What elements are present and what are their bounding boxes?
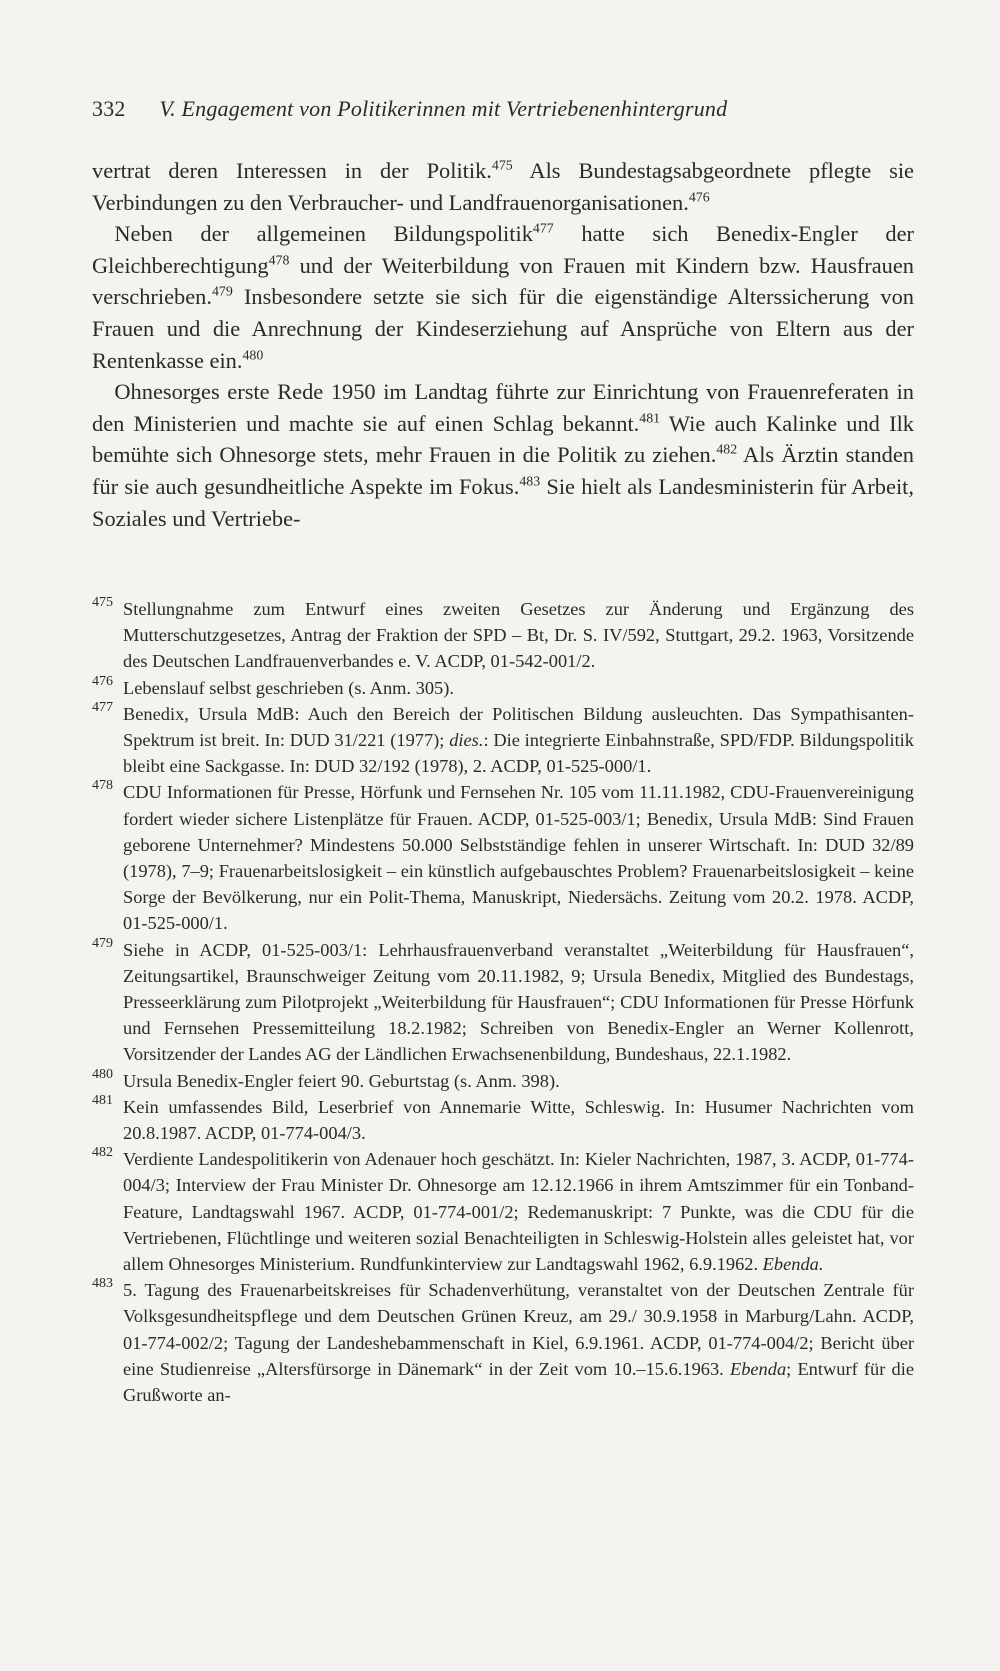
footnote-text: Verdiente Landespolitikerin von Adenauer hoch geschätzt. In: Kieler Nachrichten, 1987, 3. ACDP, 01-774-004/3; Interview der Frau Minister Dr. Ohnesorge am 12.12.1966 in ihrem Amtszimmer für ein Tonband-Feature, Landtagswahl 1967. ACDP, 01-774-001/2; Redemanuskript: 7 Punkte, was die CDU für die Vertriebenen, Flüchtlinge und weiteren sozial Benachteiligten in Schleswig-Holstein alles geleistet hat, vor allem Ohnesorges Ministerium. Rundfunkinterview zur Landtagswahl 1962, 6.9.1962. Ebenda. [123,1149,914,1275]
paragraph: Neben der allgemeinen Bildungspolitik$^{477}$ hatte sich Benedix-Engler der Gleichberechtigung$^{478}$ und der Weiterbildung von Frauen mit Kindern bzw. Hausfrauen verschrieben.$^{479}$ Insbesondere setzte sie sich für die eigenständige Alterssicherung von Frauen und die Anrechnung der Kindeserziehung auf Ansprüche von Eltern aus der Rentenkasse ein.$^{480}$ [92,221,914,373]
paragraph: vertrat deren Interessen in der Politik.$^{475}$ Als Bundestagsabgeordnete pflegte sie Verbindungen zu den Verbraucher- und Landfrauenorganisationen.$^{476}$ [92,158,914,215]
footnote-number: 483 [92,1276,113,1292]
footnote-ref[interactable]: 482 [716,442,738,458]
footnote-text: Stellungnahme zum Entwurf eines zweiten Gesetzes zur Änderung und Ergänzung des Mutterschutzgesetzes, Antrag der Fraktion der SPD – Bt, Dr. S. IV/592, Stuttgart, 29.2. 1963, Vorsitzende des Deutschen Landfrauenverbandes e. V. ACDP, 01-542-001/2. [123,599,914,672]
footnote-text: Benedix, Ursula MdB: Auch den Bereich der Politischen Bildung ausleuchten. Das Sympathisanten-Spektrum ist breit. In: DUD 31/221 (1977); dies.: Die integrierte Einbahnstraße, SPD/FDP. Bildungspolitik bleibt eine Sackgasse. In: DUD 32/192 (1978), 2. ACDP, 01-525-000/1. [123,703,914,777]
main-text [92,155,914,534]
footnote-text: CDU Informationen für Presse, Hörfunk und Fernsehen Nr. 105 vom 11.11.1982, CDU-Frauenvereinigung fordert wieder sichere Listenplätze für Frauen. ACDP, 01-525-003/1; Benedix, Ursula MdB: Sind Frauen geborene Unternehmer? Mindestens 50.000 Selbstständige fehlen in unserer Wirtschaft. In: DUD 32/89 (1978), 7–9; Frauenarbeitslosigkeit – ein künstlich aufgebauschtes Problem? Frauenarbeitslosigkeit – keine Sorge der Bevölkerung, nur ein Polit-Thema, Manuskript, Niedersächs. Zeitung vom 20.2. 1978. ACDP, 01-525-000/1. [123,782,914,934]
page-number: 332 [92,96,126,121]
footnote-text: Kein umfassendes Bild, Leserbrief von Annemarie Witte, Schleswig. In: Husumer Nachrichten vom 20.8.1987. ACDP, 01-774-004/3. [123,1096,914,1144]
footnotes [92,596,914,1408]
footnote [92,596,914,675]
footnote-number: 482 [92,1145,113,1161]
paragraph: Ohnesorges erste Rede 1950 im Landtag führte zur Einrichtung von Frauenreferaten in den Ministerien und machte sie auf einen Schlag bekannt.$^{481}$ Wie auch Kalinke und Ilk bemühte sich Ohnesorge stets, mehr Frauen in die Politik zu ziehen.$^{482}$ Als Ärztin standen für sie auch gesundheitliche Aspekte im Fokus.$^{483}$ Sie hielt als Landesministerin für Arbeit, Soziales und Vertriebe- [92,379,914,531]
footnote [92,1068,914,1094]
footnote-ref[interactable]: 480 [242,347,264,363]
footnote [92,675,914,701]
footnote-ref[interactable]: 478 [268,253,290,269]
footnote-ref[interactable]: 479 [211,284,233,300]
footnote [92,1277,914,1408]
footnote-ref[interactable]: 481 [639,411,661,427]
footnote-text: Lebenslauf selbst geschrieben (s. Anm. 305). [123,677,454,698]
footnote [92,779,914,936]
footnote [92,1146,914,1277]
footnote-number: 480 [92,1066,113,1082]
footnote-number: 478 [92,778,113,794]
footnote [92,1094,914,1146]
footnote-text: 5. Tagung des Frauenarbeitskreises für Schadenverhütung, veranstaltet von der Deutschen Zentrale für Volksgesundheitspflege und dem Deutschen Grünen Kreuz, am 29./ 30.9.1958 in Marburg/Lahn. ACDP, 01-774-002/2; Tagung der Landeshebammenschaft in Kiel, 6.9.1961. ACDP, 01-774-004/2; Bericht über eine Studienreise „Altersfürsorge in Dänemark“ in der Zeit vom 10.–15.6.1963. Ebenda; Entwurf für die Grußworte an- [123,1280,915,1406]
footnote-ref[interactable]: 483 [519,474,541,490]
footnote-ref[interactable]: 475 [491,158,513,174]
running-title: V. Engagement von Politikerinnen mit Vertriebenenhintergrund [159,96,728,121]
footnote-number: 477 [92,699,113,715]
footnote-text: Ursula Benedix-Engler feiert 90. Geburtstag (s. Anm. 398). [123,1070,560,1091]
footnote-ref[interactable]: 477 [532,221,554,237]
running-header [92,96,922,122]
footnote [92,701,914,780]
footnote-number: 481 [92,1092,113,1108]
footnote-ref[interactable]: 476 [688,189,710,205]
footnote-number: 475 [92,595,113,610]
footnote [92,937,914,1068]
footnote-text: Siehe in ACDP, 01-525-003/1: Lehrhausfrauenverband veranstaltet „Weiterbildung für Hausfrauen“, Zeitungsartikel, Braunschweiger Zeitung vom 20.11.1982, 9; Ursula Benedix, Mitglied des Bundestags, Presseerklärung zum Pilotprojekt „Weiterbildung für Hausfrauen“; CDU Informationen für Presse Hörfunk und Fernsehen Pressemitteilung 18.2.1982; Schreiben von Benedix-Engler an Werner Kollenrott, Vorsitzender der Landes AG der Ländlichen Erwachsenenbildung, Bundeshaus, 22.1.1982. [123,939,914,1065]
footnote-number: 479 [92,935,113,951]
footnote-number: 476 [92,673,113,689]
